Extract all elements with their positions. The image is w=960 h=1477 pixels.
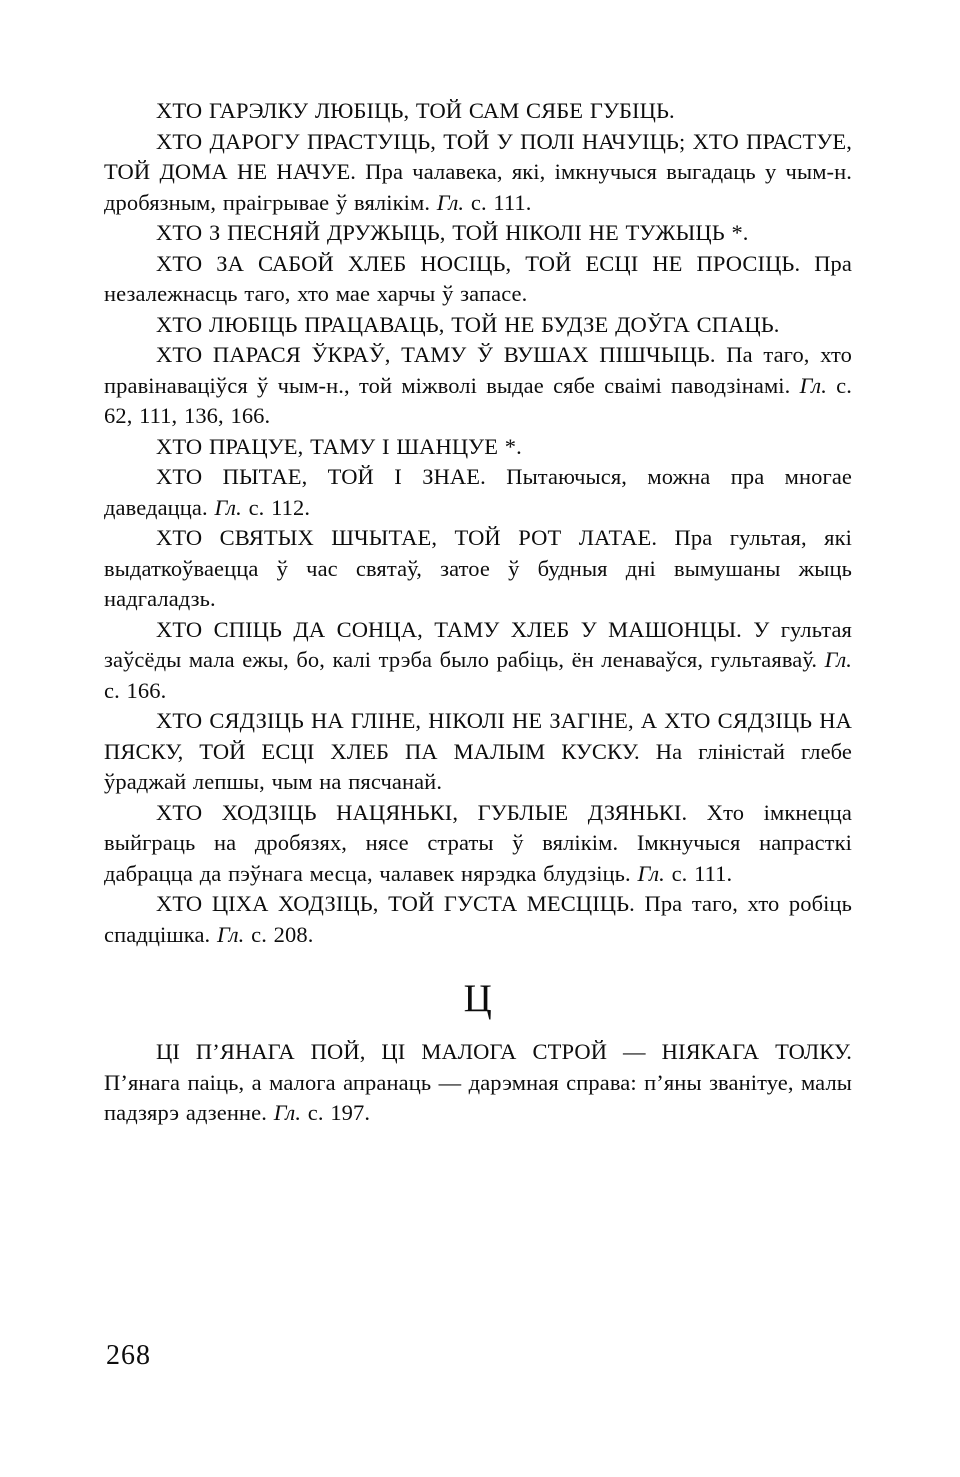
entry-ref-pages: с. 197. xyxy=(307,1100,371,1125)
entry-ref-label: Гл. xyxy=(824,647,853,672)
proverb-entry xyxy=(104,615,852,707)
entry-definition: Пра чалавека, які, імкнучыся выгадаць у чым-н. дробязным, праігрывае ў вялікім. xyxy=(104,159,852,215)
entry-ref-pages: с. 166. xyxy=(104,677,167,703)
entry-headword: ХТО ХОДЗІЦЬ НАЦЯНЬКІ, ГУБЛЫЕ ДЗЯНЬКІ. xyxy=(156,799,688,825)
proverb-entry xyxy=(104,96,852,127)
entry-definition: Пра незалежнасць таго, хто мае харчы ў запасе. xyxy=(104,250,852,306)
proverb-entry xyxy=(104,249,852,310)
entry-ref-pages: с. 111. xyxy=(671,860,733,886)
entry-definition: П’янага паіць, а малога апранаць — дарэмная справа: п’яны званітуе, малы падзярэ адзенне. xyxy=(104,1069,852,1125)
entry-definition: На гліністай глебе ўраджай лепшы, чым на пясчанай. xyxy=(104,738,852,794)
entry-headword: ХТО ЛЮБІЦЬ ПРАЦАВАЦЬ, ТОЙ НЕ БУДЗЕ ДОЎГА СПАЦЬ. xyxy=(156,311,780,337)
page-number: 268 xyxy=(106,1340,151,1371)
entry-headword: ХТО ПЫТАЕ, ТОЙ І ЗНАЕ. xyxy=(156,464,486,489)
entry-definition: Пра таго, хто робіць спадцішка. xyxy=(104,891,852,947)
entry-definition: Пра гультая, які выдаткоўваецца ў час святаў, затое ў будныя дні вымушаны жыць надгаладзь. xyxy=(104,525,852,611)
proverb-entry xyxy=(104,218,852,249)
entry-ref-pages: с. 62, 111, 136, 166. xyxy=(104,372,852,428)
entry-headword: ХТО ГАРЭЛКУ ЛЮБІЦЬ, ТОЙ САМ СЯБЕ ГУБІЦЬ. xyxy=(156,98,675,123)
entry-headword: ХТО ПАРАСЯ ЎКРАЎ, ТАМУ Ў ВУШАХ ПІШЧЫЦЬ. xyxy=(156,342,716,367)
proverb-entry xyxy=(104,340,852,432)
proverbs-text-block xyxy=(104,96,852,1129)
proverb-entry xyxy=(104,523,852,615)
entry-ref-label: Гл. xyxy=(637,860,665,886)
entry-headword: ХТО З ПЕСНЯЙ ДРУЖЫЦЬ, ТОЙ НІКОЛІ НЕ ТУЖЫЦЬ *. xyxy=(156,220,749,245)
proverb-entry xyxy=(104,889,852,950)
entry-ref-pages: с. 112. xyxy=(248,494,311,520)
entry-headword: ХТО ЗА САБОЙ ХЛЕБ НОСІЦЬ, ТОЙ ЕСЦІ НЕ ПРОСІЦЬ. xyxy=(156,250,801,276)
section-heading-letter: Ц xyxy=(463,977,493,1020)
proverb-entry xyxy=(104,462,852,523)
entry-ref-label: Гл. xyxy=(214,494,242,520)
entry-headword: ХТО СВЯТЫХ ШЧЫТАЕ, ТОЙ РОТ ЛАТАЕ. xyxy=(156,525,658,550)
entry-headword: ХТО СПІЦЬ ДА СОНЦА, ТАМУ ХЛЕБ У МАШОНЦЫ. xyxy=(156,616,742,642)
entry-definition: У гультая заўсёды мала ежы, бо, калі трэба было рабіць, ён ленаваўся, гультаяваў. xyxy=(104,616,852,672)
entry-headword: ХТО ЦІХА ХОДЗІЦЬ, ТОЙ ГУСТА МЕСЦІЦЬ. xyxy=(156,891,635,916)
entry-ref-label: Гл. xyxy=(799,372,827,398)
entry-definition: Хто імкнецца выйграць на дробязях, нясе страты ў вялікім. Імкнучыся напрасткі дабрацца да пэўнага месца, чалавек нярэдка блудзіць. xyxy=(104,799,852,886)
entry-ref-pages: с. 111. xyxy=(470,189,532,215)
entry-headword: ХТО ПРАЦУЕ, ТАМУ І ШАНЦУЕ *. xyxy=(156,433,522,459)
entry-definition: Пытаючыся, можна пра многае даведацца. xyxy=(104,464,852,520)
entry-ref-label: Гл. xyxy=(217,921,245,947)
proverb-entry xyxy=(104,1037,852,1129)
entry-definition: Па таго, хто правінаваціўся ў чым-н., той міжволі выдае сябе сваімі паводзінамі. xyxy=(104,342,852,398)
proverb-entry xyxy=(104,798,852,890)
proverb-entry xyxy=(104,310,852,341)
entry-ref-label: Гл. xyxy=(273,1100,302,1125)
entry-ref-label: Гл. xyxy=(436,189,465,215)
entry-headword: ЦІ П’ЯНАГА ПОЙ, ЦІ МАЛОГА СТРОЙ — НІЯКАГА ТОЛКУ. xyxy=(156,1039,852,1064)
proverb-entry xyxy=(104,432,852,463)
entry-headword: ХТО ДАРОГУ ПРАСТУІЦЬ, ТОЙ У ПОЛІ НАЧУІЦЬ; ХТО ПРАСТУЕ, ТОЙ ДОМА НЕ НАЧУЕ. xyxy=(104,128,852,184)
proverb-entry xyxy=(104,127,852,219)
proverb-entry xyxy=(104,706,852,798)
entry-headword: ХТО СЯДЗІЦЬ НА ГЛІНЕ, НІКОЛІ НЕ ЗАГІНЕ, А ХТО СЯДЗІЦЬ НА ПЯСКУ, ТОЙ ЕСЦІ ХЛЕБ ПА МАЛЫМ КУСКУ. xyxy=(104,708,852,764)
entry-ref-pages: с. 208. xyxy=(251,921,314,947)
